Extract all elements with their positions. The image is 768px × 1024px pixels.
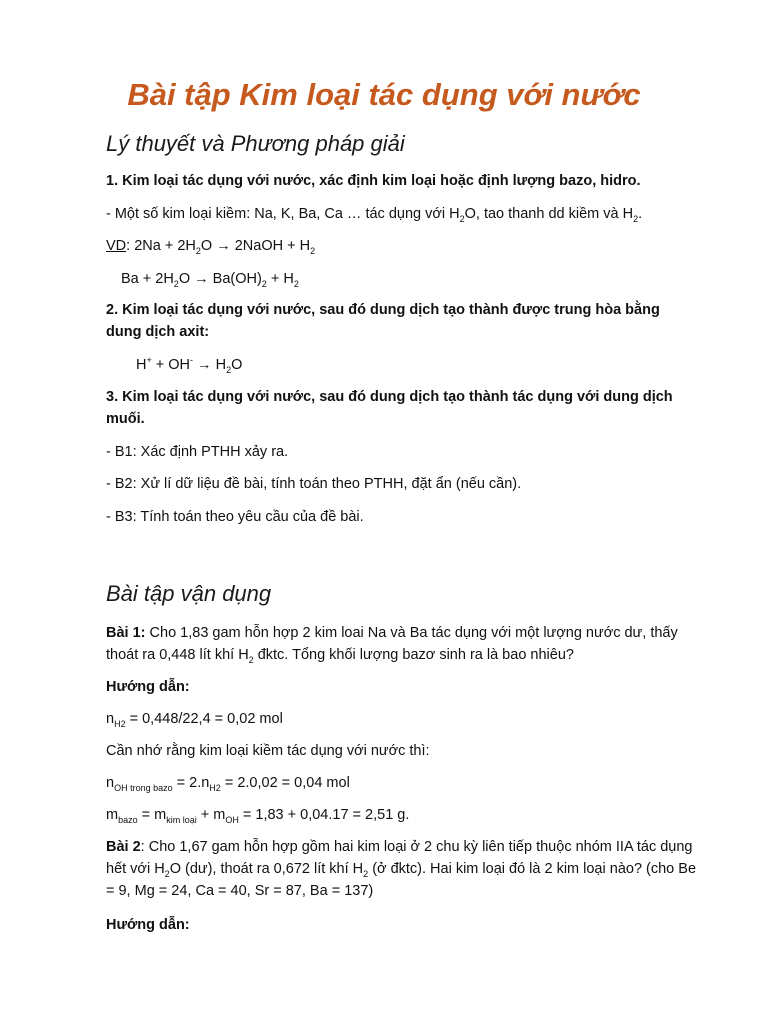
example-equation-1: VD: $2Na + 2H_2O$ → 2NaOH + $H_2$ [106, 238, 316, 256]
neutralization-equation: $H^+ + OH^- \to H_2O$ [136, 355, 243, 375]
alkali-metals-line: - Một số kim loại kiềm: Na, K, Ba, Ca … tác dụng với $H_2O$, tao thanh dd kiềm và $H_2$. [106, 206, 643, 224]
item2-heading: 2. Kim loại tác dụng với nước, sau đó dung dịch tạo thành được trung hòa bằng dung dịch axit: [106, 302, 660, 340]
page-title: Bài tập Kim loại tác dụng với nước [127, 77, 641, 112]
step-3: - B3: Tính toán theo yêu cầu của đề bài. [106, 509, 364, 525]
section-heading-exercises: Bài tập vận dụng [106, 581, 272, 606]
calc-moles-h2: $n_{H2} = 0,448/22,4 = 0,02$ mol [106, 711, 283, 729]
example-equation-2: $Ba + 2H_2O \to Ba(OH)_2 + H_2$ [121, 271, 299, 289]
guide-label-2: Hướng dẫn: [106, 917, 190, 933]
exercise-1: Bài 1: Cho 1,83 gam hỗn hợp 2 kim loai Na và Ba tác dụng với một lượng nước dư, thấy thoát ra 0,448 lít khí $H_2$ đktc. Tổng khối lượng bazơ sinh ra là bao nhiêu? [106, 625, 678, 665]
step-2: - B2: Xử lí dữ liệu đề bài, tính toán theo PTHH, đặt ẩn (nếu cần). [106, 476, 522, 492]
calc-mass-base: $m_{bazo} = m_{kim loại} + m_{OH} = 1,83 + 0,04.17 = 2,51$ g. [106, 807, 410, 825]
section-heading-theory: Lý thuyết và Phương pháp giải [106, 131, 405, 156]
guide-label-1: Hướng dẫn: [106, 679, 190, 695]
item1-heading: 1. Kim loại tác dụng với nước, xác định kim loại hoặc định lượng bazo, hidro. [106, 173, 641, 189]
alkali-note: Cần nhớ rằng kim loại kiềm tác dụng với nước thì: [106, 743, 430, 759]
calc-moles-oh: $n_{OH trong bazo} = 2.n_{H2} = 2.0,02 = 0,04$ mol [106, 775, 350, 793]
item3-heading: 3. Kim loại tác dụng với nước, sau đó dung dịch tạo thành tác dụng với dung dịch muối. [106, 389, 673, 427]
step-1: - B1: Xác định PTHH xảy ra. [106, 444, 289, 460]
exercise-2: Bài 2: Cho 1,67 gam hỗn hợp gồm hai kim loại ở 2 chu kỳ liên tiếp thuộc nhóm IIA tác dụng hết với $H_2O$ (dư), thoát ra 0,672 lít khí $H_2$ (ở đktc). Hai kim loại đó là 2 kim loại nào? (cho Be = 9, Mg = 24, Ca = 40, Sr = 87, Ba = 137) [106, 839, 697, 899]
